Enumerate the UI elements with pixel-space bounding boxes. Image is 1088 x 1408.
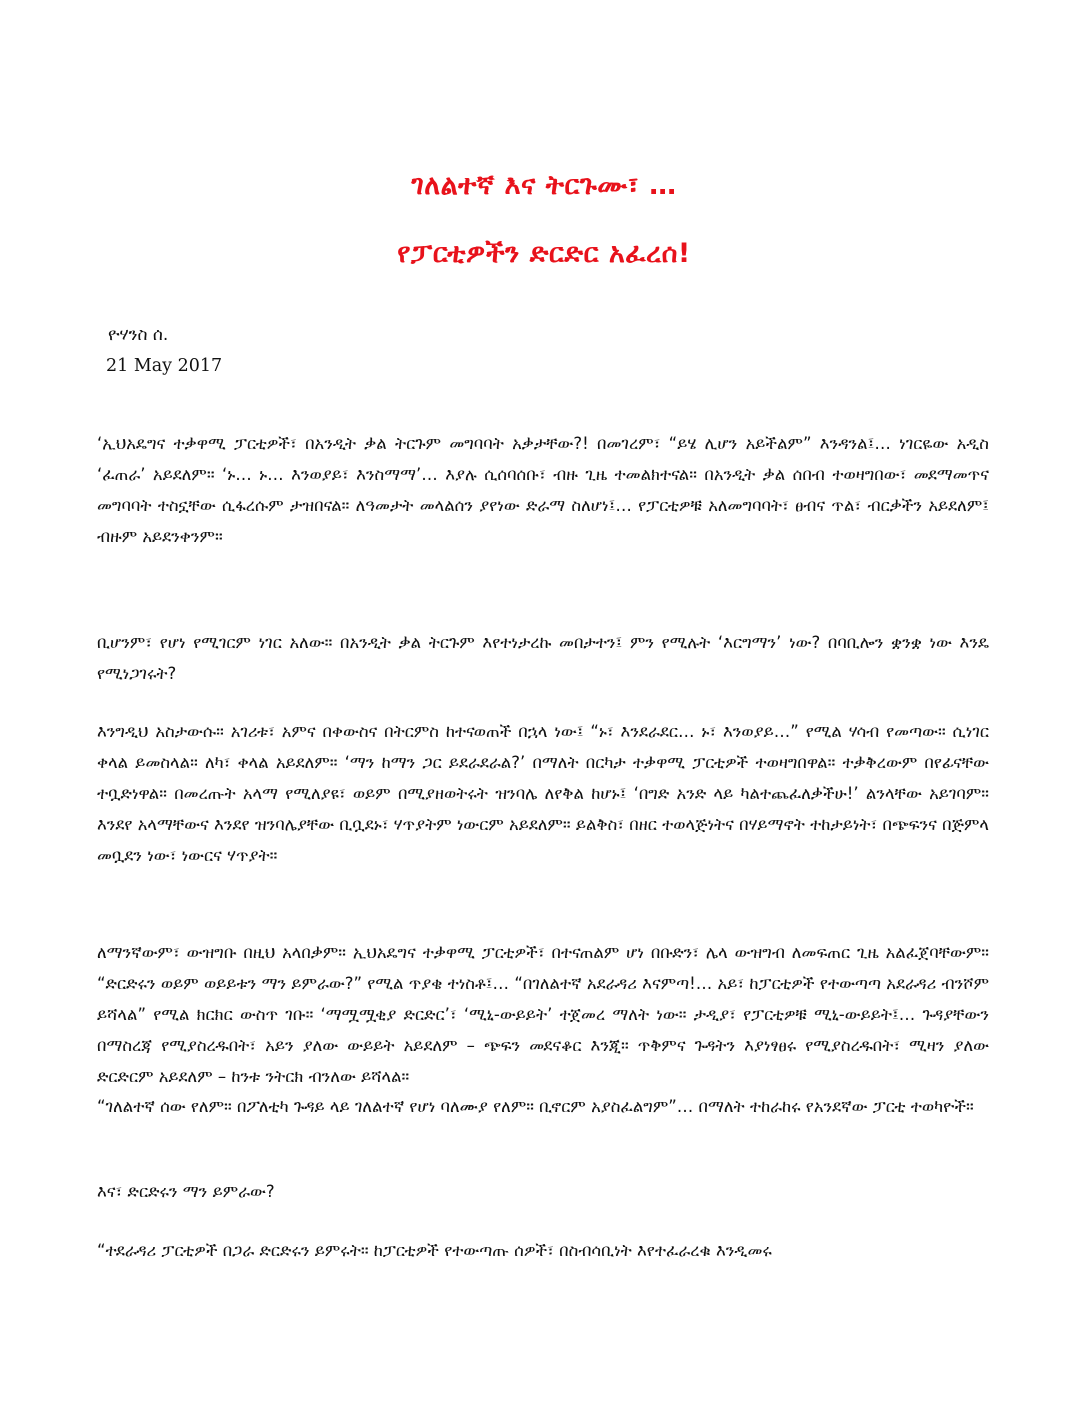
- body-paragraph-2: ቢሆንም፣ የሆነ የሚገርም ነገር አለው። በአንዲት ቃል ትርጉም እየተነታረኩ መበታተን፤ ምን የሚሉት ‘እርግማን’ ነው? በባቢሎን ቋንቋ ነው እንዴ የሚነጋገሩት?: [97, 633, 989, 683]
- document-title-line-2: የፓርቲዎችን ድርድር አፈረሰ!: [397, 238, 691, 269]
- author-name: ዮሃንስ ሰ.: [108, 325, 169, 345]
- body-paragraph-4: ለማንኛውም፣ ውዝግቡ በዚህ አላበቃም። ኢህአዴግና ተቃዋሚ ፓርቲዎች፣ በተናጠልም ሆነ በቡድን፣ ሌላ ውዝግብ ለመፍጠር ጊዜ አልፈጀባቸውም። “ድርድሩን ወይም ወይይቱን ማን ይምራው?” የሚል ጥያቄ ተነስቶ፤… “በገለልተኛ አደራዳሪ እናምጣ!… አይ፣ ከፓርቲዎች የተውጣጣ አደራዳሪ ብንሾም ይሻላል” የሚል ክርክር ውስጥ ገቡ። ‘ማሟሟቂያ ድርድር’፣ ‘ሚኒ-ውይይት’ ተጀመረ ማለት ነው። ታዲያ፣ የፓርቲዎቹ ሚኒ-ውይይት፤… ጉዳያቸውን በማስረጃ የሚያስረዱበት፣ አይን ያለው ውይይት አይደለም – ጭፍን መደናቆር እንጂ። ጥቅምና ጉዳትን እያነፃፀሩ የሚያስረዱበት፣ ሚዛን ያለው ድርድርም አይደለም – ከንቱ ንትርክ ብንለው ይሻላል።: [97, 943, 989, 1086]
- body-paragraph-7: “ተደራዳሪ ፓርቲዎች በጋራ ድርድሩን ይምሩት። ከፓርቲዎች የተውጣጡ ሰዎች፣ በስብሳቢነት እየተፈራረቁ እንዲመሩ: [97, 1241, 772, 1260]
- document-title-line-1: ገለልተኛ እና ትርጉሙ፣ …: [411, 170, 677, 201]
- publication-date: 21 May 2017: [106, 356, 223, 376]
- body-paragraph-5: “ገለልተኛ ሰው የለም። በፖለቲካ ጉዳይ ላይ ገለልተኛ የሆነ ባለሙያ የለም። ቢኖርም አያስፈልግም”… በማለት ተከራከሩ የአንደኛው ፓርቲ ተወካዮች።: [97, 1097, 974, 1116]
- body-paragraph-6: እና፣ ድርድሩን ማን ይምራው?: [97, 1182, 275, 1201]
- body-paragraph-1: ‘ኢህአዴግና ተቃዋሚ ፓርቲዎች፣ በአንዲት ቃል ትርጉም መግባባት አቃታቸው?! በመገረም፣ “ይሄ ሊሆን አይችልም” እንዳንል፤… ነገርዬው አዲስ ‘ፈጠራ’ አይደለም። ‘ኑ… ኑ… እንወያይ፣ እንስማማ’… እያሉ ሲሰባሰቡ፣ ብዙ ጊዜ ተመልክተናል። በአንዲት ቃል ሰበብ ተወዛግበው፣ መደማመጥና መግባባት ተስኗቸው ሲፋረሱም ታዝበናል። ለዓመታት መላልሰን ያየነው ድራማ ስለሆነ፤… የፓርቲዎቹ አለመግባባት፣ ፀብና ጥል፣ ብርቃችን አይደለም፤ ብዙም አይደንቀንም።: [97, 434, 989, 546]
- body-paragraph-3: እንግዲህ አስታውሱ። አገሪቱ፣ አምና በቀውስና በትርምስ ከተናወጠች በኋላ ነው፤ “ኑ፣ እንደራደር… ኑ፣ እንወያይ…” የሚል ሃሳብ የመጣው። ሲነገር ቀላል ይመስላል። ለካ፣ ቀላል አይደለም። ‘ማን ከማን ጋር ይደራደራል?’ በማለት በርካታ ተቃዋሚ ፓርቲዎች ተወዛግበዋል። ተቃቅረውም በየፊናቸው ተቧድነዋል። በመረጡት አላማ የሚለያዩ፣ ወይም በሚያዘወትሩት ዝንባሌ ለየቅል ከሆኑ፤ ‘በግድ አንድ ላይ ካልተጨፈለቃችሁ!’ ልንላቸው አይገባም። እንደየ አላማቸውና እንደየ ዝንባሌያቸው ቢቧደኑ፣ ሃጥያትም ነውርም አይደለም። ይልቅስ፣ በዘር ተወላጅነትና በሃይማኖት ተከታይነት፣ በጭፍንና በጅምላ መቧደን ነው፣ ነውርና ሃጥያት።: [97, 722, 989, 865]
